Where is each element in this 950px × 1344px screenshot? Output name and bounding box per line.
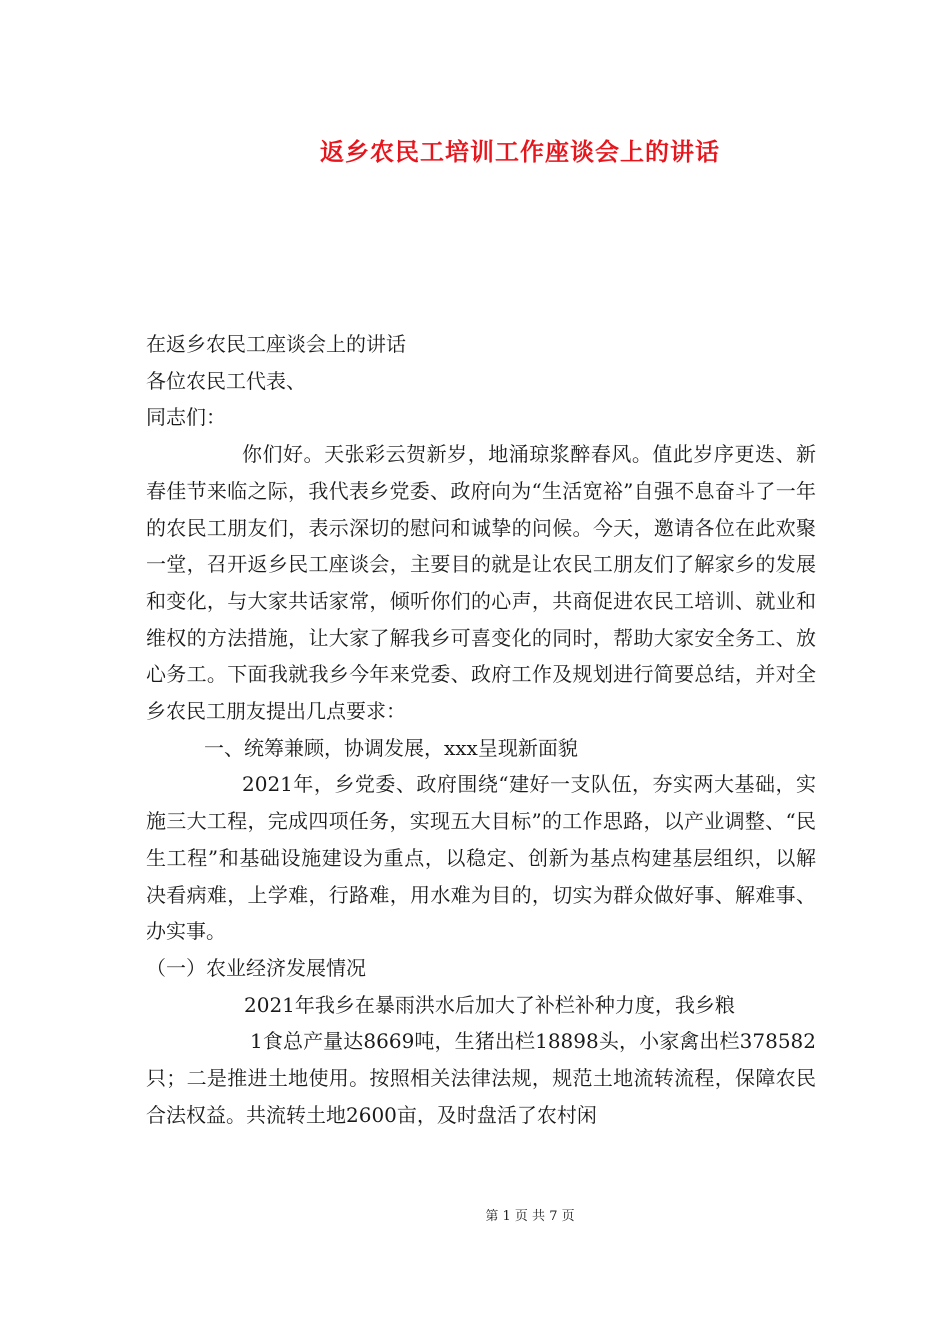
- paragraph-agriculture-start: 2021年我乡在暴雨洪水后加大了补栏补种力度，我乡粮: [244, 992, 735, 1017]
- document-title: 返乡农民工培训工作座谈会上的讲话: [320, 137, 720, 166]
- paragraph-greeting: 你们好。天张彩云贺新岁，地涌琼浆醉春风。值此岁序更迭、新春佳节来临之际，我代表乡党委、政府向为“生活宽裕”自强不息奋斗了一年的农民工朋友们，表示深切的慰问和诚挚的问候。今天，邀请各位在此欢聚一堂，召开返乡民工座谈会，主要目的就是让农民工朋友们了解家乡的发展和变化，与大家共话家常，倾听你们的心声，共商促进农民工培训、就业和维权的方法措施，让大家了解我乡可喜变化的同时，帮助大家安全务工、放心务工。下面我就我乡今年来党委、政府工作及规划进行简要总结，并对全乡农民工朋友提出几点要求：: [146, 442, 816, 724]
- salutation-line-2: 同志们：: [146, 405, 226, 430]
- page-footer: 第 1 页 共 7 页: [485, 1209, 575, 1224]
- salutation-line-1: 各位农民工代表、: [146, 368, 306, 393]
- section-heading-1: 一、统筹兼顾，协调发展，xxx呈现新面貌: [204, 735, 578, 760]
- speech-subtitle: 在返乡农民工座谈会上的讲话: [146, 332, 406, 356]
- subsection-heading-1: （一）农业经济发展情况: [146, 955, 366, 980]
- document-body: [146, 326, 816, 1133]
- paragraph-work-summary: 2021年，乡党委、政府围绕“建好一支队伍，夯实两大基础，实施三大工程，完成四项任务，实现五大目标”的工作思路，以产业调整、“民生工程”和基础设施建设为重点，以稳定、创新为基点构建基层组织，以解决看病难，上学难，行路难，用水难为目的，切实为群众做好事、解难事、办实事。: [146, 772, 816, 944]
- paragraph-agriculture-cont: 1食总产量达8669吨，生猪出栏18898头，小家禽出栏378582只；二是推进土地使用。按照相关法律法规，规范土地流转流程，保障农民合法权益。共流转土地2600亩，及时盘活了农村闲: [146, 1029, 816, 1127]
